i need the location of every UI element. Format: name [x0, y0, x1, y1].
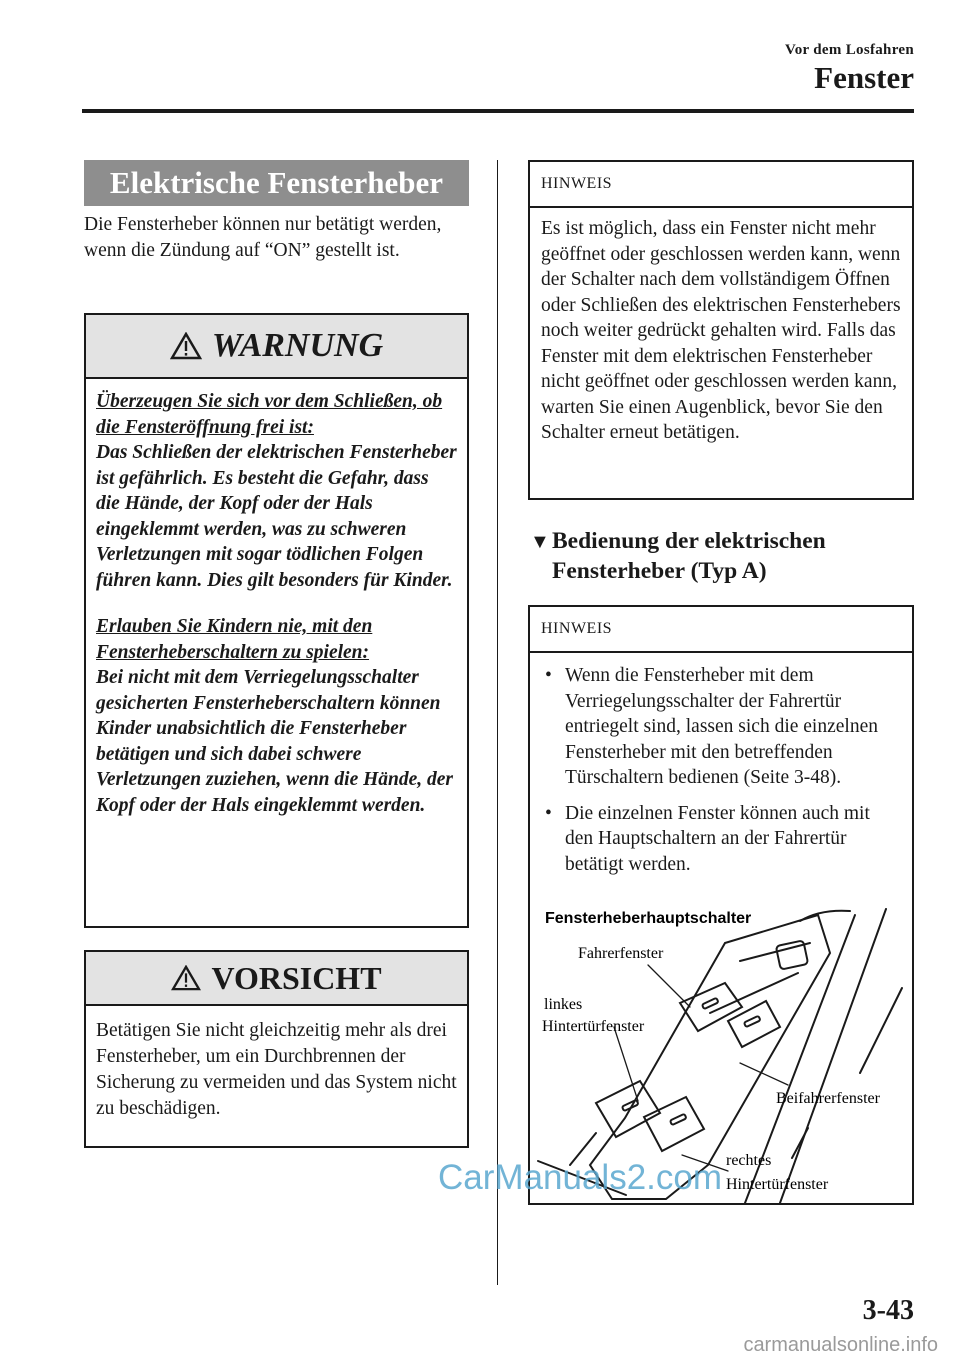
- warning-title: WARNUNG: [211, 327, 384, 364]
- caution-title: VORSICHT: [211, 959, 382, 996]
- warning-text-2: Bei nicht mit dem Verriegelungsschalter gesicherten Fensterheberschaltern können Kinder unabsichtlich die Fensterheber betätigen und sich dabei schwere Verletzungen zuziehen, wenn die Hände, der Kopf oder der Hals eingeklemmt werden.: [96, 667, 454, 816]
- list-item: • Wenn die Fensterheber mit dem Verriegelungsschalter der Fahrertür entriegelt sind, lassen sich die einzelnen Fensterheber mit den betreffenden Türschaltern bedienen (Seite 3-48).: [545, 665, 878, 788]
- page-number: 3-43: [862, 1295, 914, 1326]
- list-item: • Die einzelnen Fenster können auch mit den Hauptschaltern an der Fahrertür betätigt werden.: [545, 802, 870, 875]
- chapter-label: Vor dem Losfahren: [784, 42, 914, 58]
- caution-text: Betätigen Sie nicht gleichzeitig mehr als drei Fensterheber, um ein Durchbrennen der Sicherung zu vermeiden und das System nicht zu beschädigen.: [96, 1020, 457, 1119]
- warning-text-1: Das Schließen der elektrischen Fensterheber ist gefährlich. Es besteht die Gefahr, dass die Hände, der Kopf oder der Hals eingeklemmt werden, was zu schweren Verletzungen mit sogar tödlichen Folgen führen kann. Dies gilt besonders für Kinder.: [96, 442, 457, 591]
- triangle-marker-icon: ▼: [530, 531, 550, 553]
- subsection-heading: [530, 527, 920, 586]
- section-intro: Die Fensterheber können nur betätigt werden, wenn die Zündung auf “ON” gestellt ist.: [84, 214, 442, 261]
- note-bullet-list: [541, 663, 901, 877]
- note-box-1: [528, 160, 914, 500]
- warning-body: [86, 379, 467, 828]
- warning-heading-2: Erlauben Sie Kindern nie, mit den Fensterheberschaltern zu spielen:: [96, 616, 373, 663]
- warning-triangle-icon: [171, 965, 201, 991]
- figure-label-rear-right-2: Hintertürfenster: [726, 1176, 829, 1193]
- figure-label-driver: Fahrerfenster: [578, 945, 664, 962]
- note-label: HINWEIS: [541, 620, 613, 637]
- warning-box: [84, 313, 469, 928]
- figure-label-main: Fensterheberhauptschalter: [545, 910, 752, 927]
- warning-header: [86, 315, 467, 379]
- note-label: HINWEIS: [541, 175, 613, 192]
- figure-label-rear-right-1: rechtes: [726, 1152, 772, 1169]
- page-title: Fenster: [814, 60, 914, 95]
- footer-site-mark: carmanualsonline.info: [743, 1334, 938, 1356]
- subsection-line-1: Bedienung der elektrischen: [552, 528, 826, 554]
- column-divider: [497, 160, 498, 1285]
- figure-label-rear-left-2: Hintertürfenster: [542, 1018, 645, 1035]
- figure-label-rear-left-1: linkes: [544, 996, 583, 1013]
- section-title: Elektrische Fensterheber: [84, 160, 469, 206]
- caution-box: [84, 950, 469, 1148]
- warning-heading-1: Überzeugen Sie sich vor dem Schließen, ob die Fensteröffnung frei ist:: [96, 391, 443, 438]
- note-box-2: [528, 605, 914, 1205]
- caution-header: [86, 952, 467, 1006]
- note-text: Es ist möglich, dass ein Fenster nicht mehr geöffnet oder geschlossen werden kann, wenn der Schalter nach dem vollständigem Öffnen oder Schließen des elektrischen Fensterhebers noch weiter gedrückt gehalten wird. Falls das Fenster mit dem elektrischen Fensterheber nicht geöffnet oder geschlossen werden kann, warten Sie einen Augenblick, bevor Sie den Schalter erneut betätigen.: [541, 218, 901, 443]
- warning-triangle-icon: [170, 332, 202, 360]
- watermark-logo: CarManuals2.com: [438, 1158, 722, 1197]
- figure-label-passenger: Beifahrerfenster: [776, 1090, 880, 1107]
- subsection-line-2: Fensterheber (Typ A): [552, 558, 767, 584]
- header-rule: [82, 109, 914, 113]
